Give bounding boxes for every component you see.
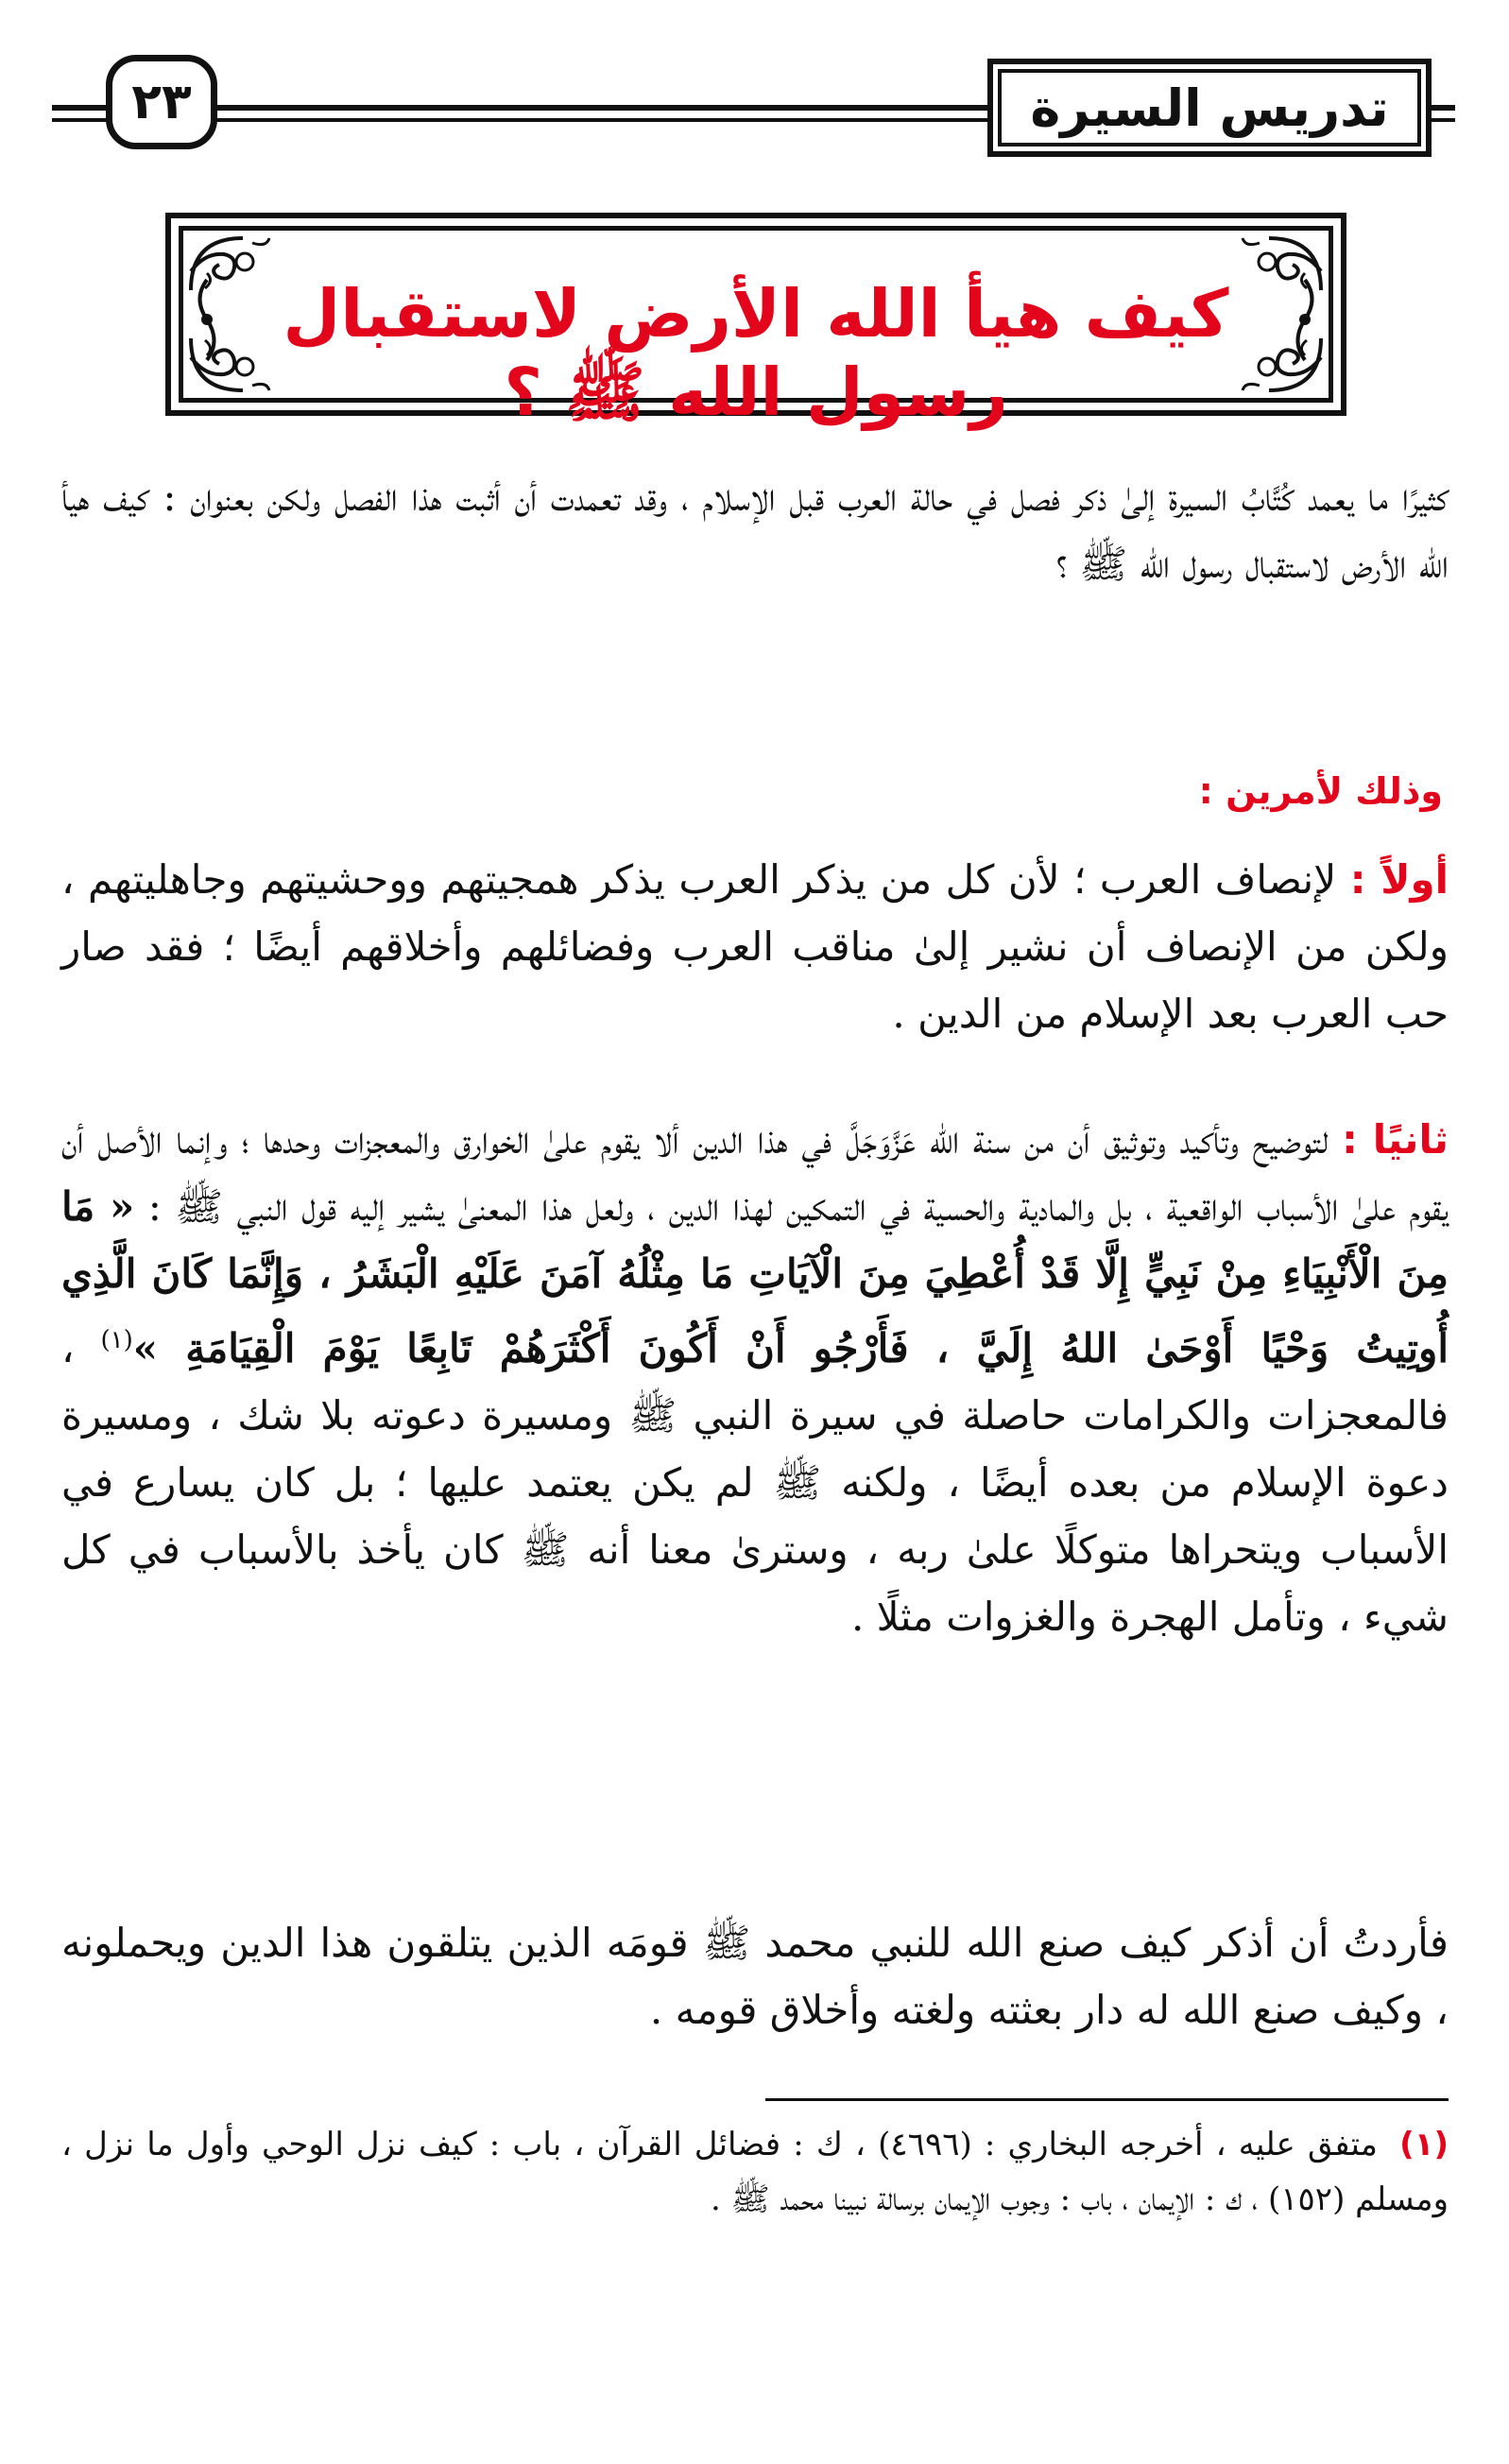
chapter-banner xyxy=(165,213,1346,431)
point-one-paragraph xyxy=(61,846,1449,1047)
section-subheading: وذلك لأمرين : xyxy=(1198,770,1443,812)
footnote-divider xyxy=(765,2098,1449,2101)
page-number-frame xyxy=(106,55,217,149)
footnote-marker: (١) xyxy=(1399,2126,1449,2163)
closing-paragraph: فأردتُ أن أذكر كيف صنع الله للنبي محمد ﷺ قومَه الذين يتلقون هذا الدين ويحملونه ، وكيف صنع الله له دار بعثته ولغته وأخلاق قومه . xyxy=(61,1920,1449,2033)
footnote xyxy=(61,2117,1449,2227)
point-two-paragraph xyxy=(61,1106,1449,1650)
point-one-label: أولاً : xyxy=(1349,856,1449,903)
point-one-text: لإنصاف العرب ؛ لأن كل من يذكر العرب يذكر همجيتهم ووحشيتهم وجاهليتهم ، ولكن من الإنصاف أن نشير إلىٰ مناقب العرب وفضائلهم وأخلاقهم أيضًا ؛ فقد صار حب العرب بعد الإسلام من الدين . xyxy=(61,856,1449,1037)
footnote-reference: (١) xyxy=(100,1326,133,1354)
running-title-frame xyxy=(987,59,1432,157)
point-two-label: ثانيًا : xyxy=(1342,1116,1449,1163)
point-two-text-a: لتوضيح وتأكيد وتوثيق أن من سنة الله عَزَّوَجَلَّ في هذا الدين ألا يقوم علىٰ الخوارق والمعجزات وحدها ؛ وإنما الأصل أن يقوم علىٰ الأسباب الواقعية ، بل والمادية والحسية في التمكين لهذا الدين ، ولعل هذا المعنىٰ يشير إليه قول النبي ﷺ : xyxy=(61,1116,1449,1230)
point-two-text-b: ، فالمعجزات والكرامات حاصلة في سيرة النبي ﷺ ومسيرة دعوته بلا شك ، ومسيرة دعوة الإسلام من بعده أيضًا ، ولكنه ﷺ لم يكن يعتمد عليها ؛ بل كان يسارع في الأسباب ويتحراها متوكلًا علىٰ ربه ، وسترىٰ معنا أنه ﷺ كان يأخذ بالأسباب في كل شيء ، وتأمل الهجرة والغزوات مثلًا . xyxy=(61,1325,1449,1640)
page-number: ٢٣ xyxy=(131,74,192,130)
footnote-text: متفق عليه ، أخرجه البخاري : (٤٦٩٦) ، ك : فضائل القرآن ، باب : كيف نزل الوحي وأول ما نزل ، ومسلم (١٥٢) ، ك : الإيمان ، باب : وجوب الإيمان برسالة نبينا محمد ﷺ . xyxy=(61,2126,1449,2218)
hadith-quote: « مَا مِنَ الْأَنْبِيَاءِ مِنْ نَبِيٍّ إِلَّا قَدْ أُعْطِيَ مِنَ الْآيَاتِ مَا مِثْلُهُ آمَنَ عَلَيْهِ الْبَشَرُ ، وَإِنَّمَا كَانَ الَّذِي أُوتِيتُ وَحْيًا أَوْحَىٰ اللهُ إِلَيَّ ، فَأَرْجُو أَنْ أَكُونَ أَكْثَرَهُمْ تَابِعًا يَوْمَ الْقِيَامَةِ » xyxy=(61,1183,1449,1371)
running-title: تدريس السيرة xyxy=(1030,78,1389,138)
intro-paragraph: كثيرًا ما يعمد كُتَّابُ السيرة إلىٰ ذكر فصل في حالة العرب قبل الإسلام ، وقد تعمدت أن أثبت هذا الفصل ولكن بعنوان : كيف هيأ الله الأرض لاستقبال رسول الله ﷺ ؟ xyxy=(61,474,1449,587)
chapter-title: كيف هيأ الله الأرض لاستقبال رسول الله ﷺ ؟ xyxy=(283,275,1229,431)
